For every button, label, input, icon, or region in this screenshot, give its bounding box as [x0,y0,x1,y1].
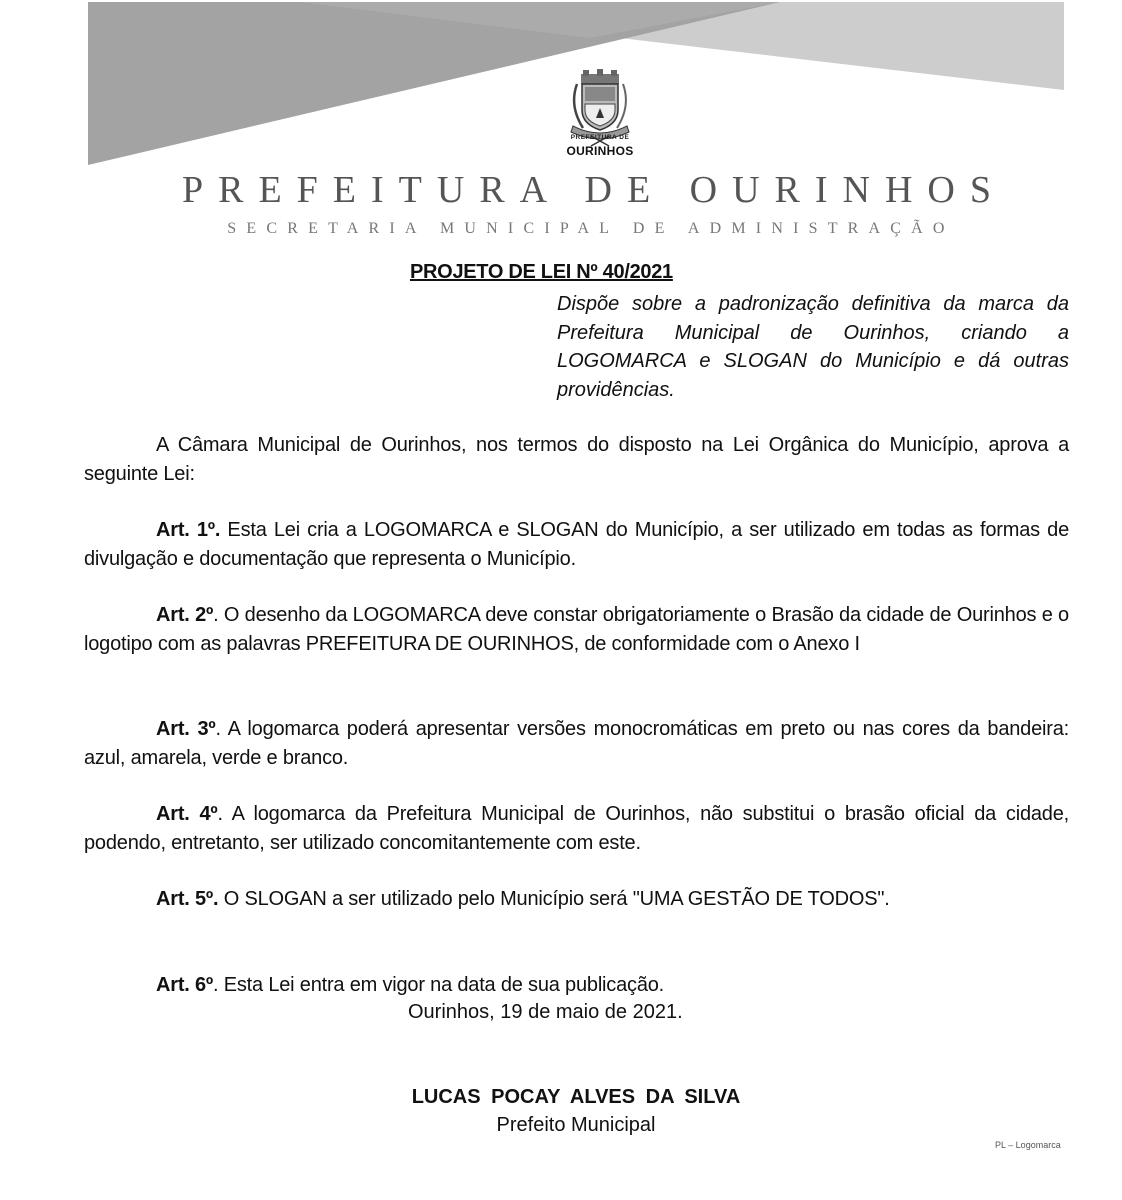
law-ementa: Dispõe sobre a padronização definitiva da marca da Prefeitura Municipal de Ourinhos, criando a LOGOMARCA e SLOGAN do Município e dá outras providências. [557,293,1069,401]
article-2 [84,601,1069,658]
page-title: PREFEITURA DE OURINHOS [181,169,1007,211]
law-title: PROJETO DE LEI Nº 40/2021 [410,261,673,283]
signatory-name: LUCAS POCAY ALVES DA SILVA [411,1086,741,1108]
article-3 [84,715,1069,772]
article-text: . A logomarca da Prefeitura Municipal de Ourinhos, não substitui o brasão oficial da cidade, podendo, entretanto, ser utilizado concomitantemente com este. [84,803,1069,854]
crest-label-small: PREFEITURA DE [570,134,630,141]
signatory-role: Prefeito Municipal [496,1114,656,1136]
article-label: Art. 4º [156,803,218,825]
footer-reference: PL – Logomarca [995,1140,1061,1150]
preamble-text: A Câmara Municipal de Ourinhos, nos termos do disposto na Lei Orgânica do Município, aprova a seguinte Lei: [84,434,1069,485]
article-6 [84,971,1069,1000]
article-label: Art. 5º. [156,888,219,910]
document-date: Ourinhos, 19 de maio de 2021. [408,1001,683,1023]
article-4 [84,800,1069,857]
article-label: Art. 3º [156,718,216,740]
article-label: Art. 1º. [156,519,221,541]
preamble [84,431,1069,488]
article-1 [84,516,1069,573]
crest-label-big: OURINHOS [566,144,634,158]
article-text: Esta Lei cria a LOGOMARCA e SLOGAN do Município, a ser utilizado em todas as formas de divulgação e documentação que representa o Município. [84,519,1069,570]
article-5 [84,885,1069,914]
page-subtitle: SECRETARIA MUNICIPAL DE ADMINISTRAÇÃO [227,220,955,237]
article-text: . Esta Lei entra em vigor na data de sua publicação. [213,974,665,996]
article-label: Art. 6º [156,974,214,996]
article-label: Art. 2º [156,604,214,626]
article-text: . O desenho da LOGOMARCA deve constar obrigatoriamente o Brasão da cidade de Ourinhos e o logotipo com as palavras PREFEITURA DE OURINHOS, de conformidade com o Anexo I [84,604,1069,655]
article-text: O SLOGAN a ser utilizado pelo Município será "UMA GESTÃO DE TODOS". [218,888,890,910]
article-text: . A logomarca poderá apresentar versões monocromáticas em preto ou nas cores da bandeira: azul, amarela, verde e branco. [84,718,1070,769]
